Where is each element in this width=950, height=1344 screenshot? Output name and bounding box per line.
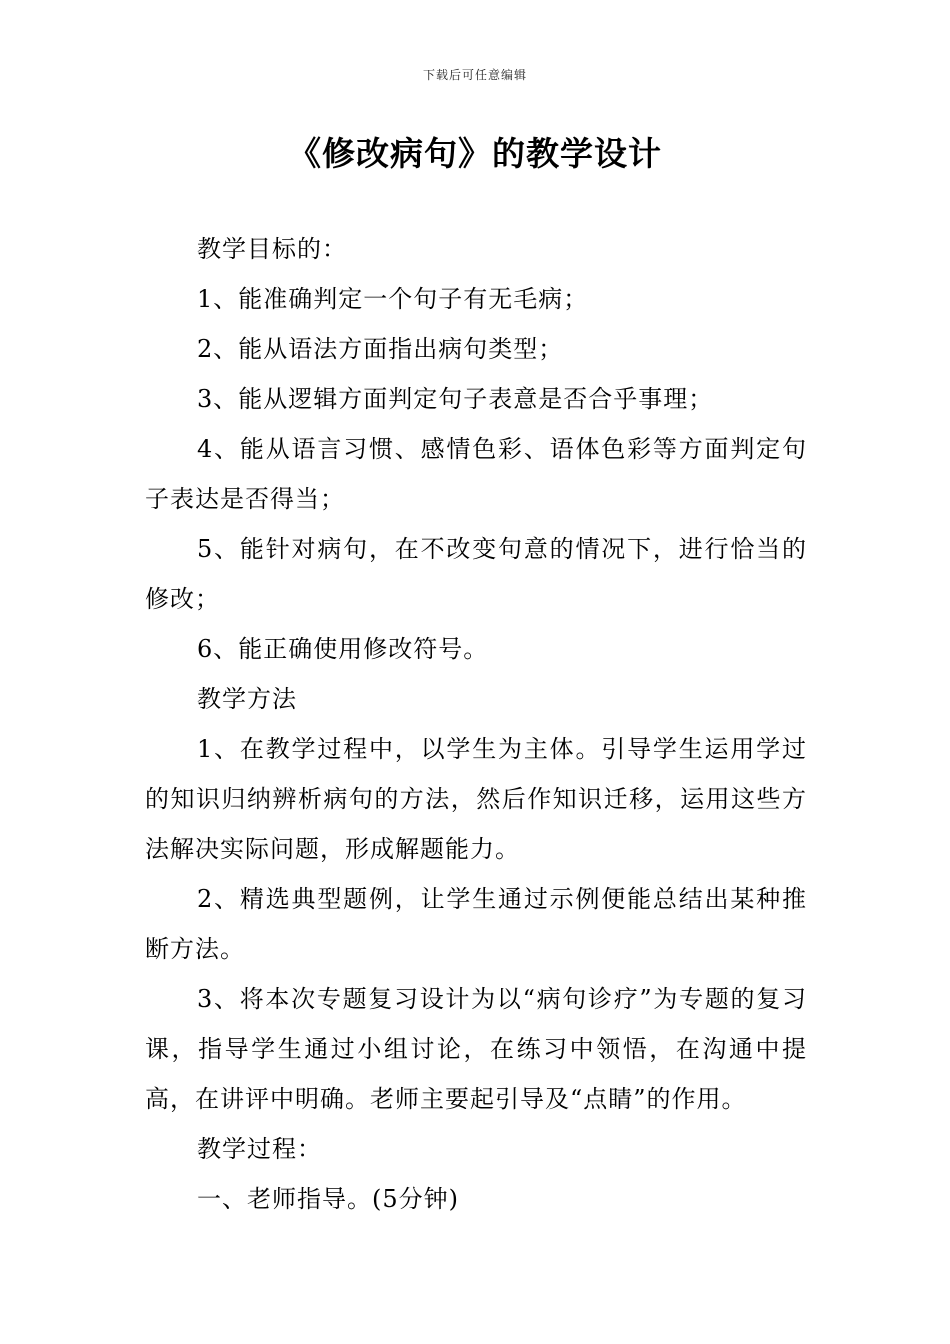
objective-item: 6、能正确使用修改符号。 — [197, 635, 489, 663]
objective-item: 4、能从语言习惯、感情色彩、语体色彩等方面判定句子表达是否得当； — [145, 435, 807, 513]
section-heading-objectives: 教学目标的： — [197, 235, 347, 263]
process-step: 一、老师指导。(5分钟) — [197, 1185, 459, 1213]
objective-item: 1、能准确判定一个句子有无毛病； — [197, 285, 589, 313]
section-heading-methods: 教学方法 — [197, 685, 297, 713]
document-body — [145, 224, 807, 1224]
method-item: 2、精选典型题例，让学生通过示例便能总结出某种推断方法。 — [145, 885, 807, 963]
header-note: 下载后可任意编辑 — [422, 68, 527, 82]
section-heading-process: 教学过程： — [197, 1135, 322, 1163]
objective-item: 3、能从逻辑方面判定句子表意是否合乎事理； — [197, 385, 714, 413]
method-item: 3、将本次专题复习设计为以“病句诊疗”为专题的复习课，指导学生通过小组讨论，在练习中领悟，在沟通中提高，在讲评中明确。老师主要起引导及“点睛”的作用。 — [145, 985, 807, 1113]
document-title: 《修改病句》的教学设计 — [288, 134, 662, 173]
objective-item: 5、能针对病句，在不改变句意的情况下，进行恰当的修改； — [145, 535, 807, 613]
objective-item: 2、能从语法方面指出病句类型； — [197, 335, 564, 363]
method-item: 1、在教学过程中，以学生为主体。引导学生运用学过的知识归纳辨析病句的方法，然后作知识迁移，运用这些方法解决实际问题，形成解题能力。 — [145, 735, 807, 863]
